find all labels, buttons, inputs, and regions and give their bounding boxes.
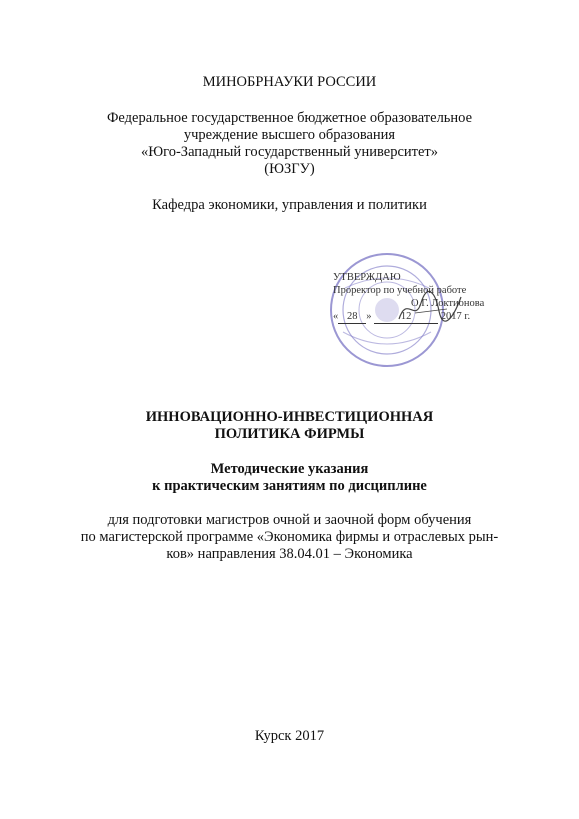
city-year: Курск 2017 [254, 728, 325, 744]
approval-date: « 28 » 12 2017 г. [333, 311, 471, 322]
subtitle-line-2: к практическим занятиям по дисциплине [152, 478, 427, 494]
title-line-1: ИННОВАЦИОННО-ИНВЕСТИЦИОННАЯ [145, 409, 434, 425]
university-name: «Юго-Западный государственный университет» [140, 144, 439, 160]
approval-name: О.Г. Локтионова [411, 298, 485, 309]
university-abbr: (ЮЗГУ) [264, 161, 315, 177]
approval-block [333, 271, 533, 324]
institution-line-2: учреждение высшего образования [183, 127, 396, 143]
title-line-2: ПОЛИТИКА ФИРМЫ [214, 426, 365, 442]
approval-position: Проректор по учебной работе [333, 285, 467, 296]
approval-approve: УТВЕРЖДАЮ [333, 272, 401, 283]
institution-line-1: Федеральное государственное бюджетное образовательное [106, 110, 473, 126]
description-line-1: для подготовки магистров очной и заочной форм обучения [107, 512, 472, 528]
ministry: МИНОБРНАУКИ РОССИИ [202, 74, 377, 90]
description-line-3: ков» направления 38.04.01 – Экономика [166, 546, 413, 562]
department: Кафедра экономики, управления и политики [152, 197, 427, 213]
description-line-2: по магистерской программе «Экономика фирмы и отраслевых рын- [80, 529, 499, 545]
subtitle-line-1: Методические указания [210, 461, 369, 477]
